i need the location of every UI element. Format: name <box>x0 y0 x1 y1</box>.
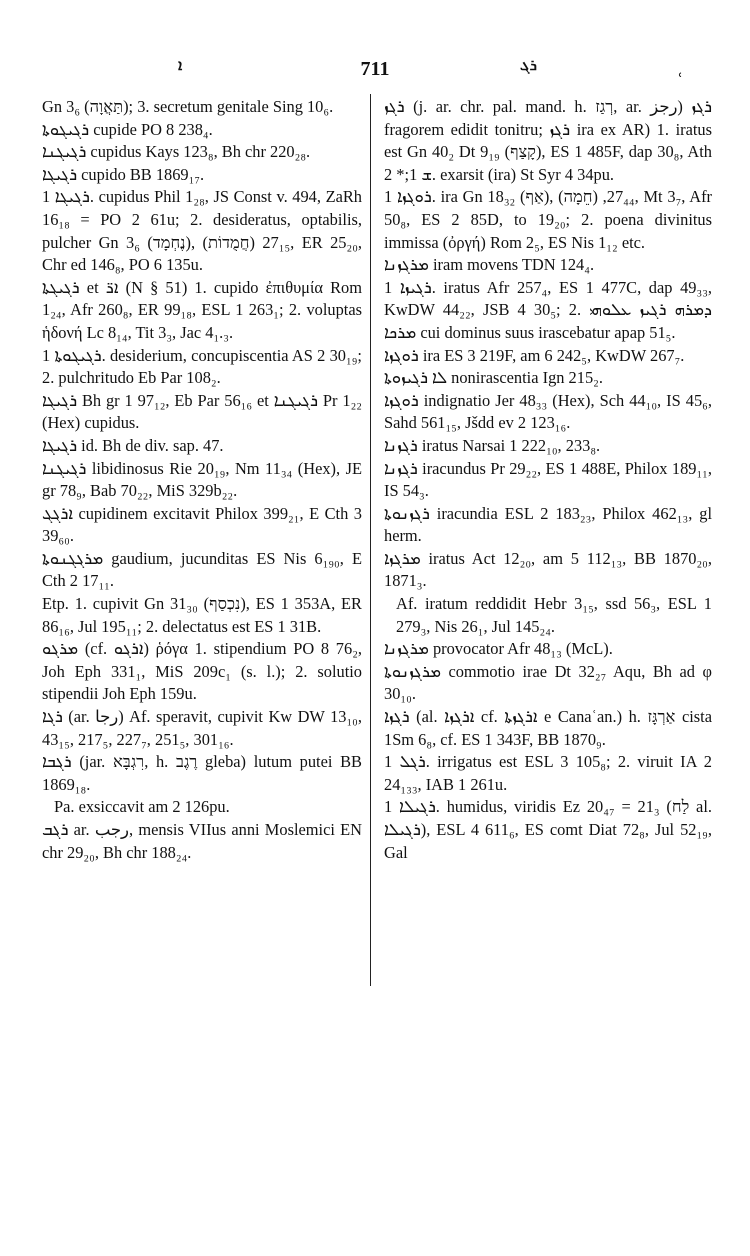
left-column <box>42 96 362 864</box>
dictionary-entry: ܡܪܓܓܢܘܬܐ gaudium, jucunditas ES Nis 6₁₉₀, E Cth 2 17₁₁. <box>42 548 362 591</box>
dictionary-entry: ܪܓܙܢܐ iracundus Pr 29₂₂, ES 1 488E, Philox 189₁₁, IS 54₃. <box>384 458 712 501</box>
dictionary-entry: Etp. 1. cupivit Gn 31₃₀ (נִכְסַף), ES 1 353A, ER 86₁₆, Jul 195₁₁; 2. delectatus est ES 1 31B. <box>42 594 362 636</box>
running-head-right: ܪܓ <box>520 56 537 74</box>
dictionary-entry: ܪܓܝܓܐ id. Bh de div. sap. 47. <box>42 435 224 455</box>
dictionary-entry: ܪܓܝܓܐ 1. cupidus Phil 1₂₈, JS Const v. 494, ZaRh 16₁₈ = PO 2 61u; 2. desideratus, optabilis, pulcher Gn 3₆ (נֶחְמָד), 27₁₅ (חֲמֻדוֹת), ER 25₂₀, Chr ed 146₈, PO 6 135u. <box>42 187 363 275</box>
page-number: 711 <box>360 58 390 80</box>
dictionary-entry: ܪܓܝܓܐ Bh gr 1 97₁₂, Eb Par 56₁₆ et ܪܓܝܓܢܐ Pr 1₂₂ (Hex) cupidus. <box>42 390 362 433</box>
dictionary-entry: Pa. exsiccavit am 2 126pu. <box>54 797 230 817</box>
dictionary-entry: ܡܪܓܙܐ iratus Act 12₂₀, am 5 112₁₃, BB 1870₂₀, 1871₃. <box>384 548 712 591</box>
dictionary-entry: ܪܘܓܙܐ ira ES 3 219F, am 6 242₅, KwDW 267₇. <box>384 345 685 365</box>
dictionary-entry: ܪܘܓܙܐ 1. ira Gn 18₃₂ (אַף), 27₄₄, (חֵמָה), Mt 3₇, Afr 50₈, ES 2 85D, to 19₂₀; 2. poena divinitus immissa (ὀργή) Rom 2₅, ES Nis 1₁₂ etc. <box>384 187 712 252</box>
dictionary-entry: ܪܓܙܢܘܬܐ iracundia ESL 2 183₂₃, Philox 462₁₃, gl herm. <box>384 503 712 546</box>
dictionary-entry: Gn 3₆ (תַּאֲוָה); 3. secretum genitale Sing 10₆. <box>42 97 334 116</box>
dictionary-entry: ܪܓܙܐ (al. ܐܪܓܙܐ cf. ܐܪܓܙܬܐ e Canaʿan.) h. אַרְגָּז cista 1Sm 6₈, cf. ES 1 343F, BB 1870₉. <box>384 707 712 749</box>
dictionary-entry: ܡܪܓܙܢܘܬܐ commotio irae Dt 32₂₇ Aqu, Bh ad φ 30₁₀. <box>384 661 712 704</box>
dictionary-entry: Af. iratum reddidit Hebr 3₁₅, ssd 56₃, ESL 1 279₃, Nis 26₁, Jul 145₂₄. <box>396 594 712 636</box>
running-head-mark: ʿ <box>678 70 683 89</box>
dictionary-entry: ܪܓܙ (j. ar. chr. pal. mand. h. רְגַז, ar. رجز) ܪܓܙ fragorem edidit tonitru; ܪܓܙ ira ex AR) 1. iratus est Gn 40₂ Dt 9₁₉ (קָצַף), ES 1 485F, dap 30₈, Ath ܫ 1;* 2. exarsit (ira) St Syr 4 34pu. <box>384 97 712 184</box>
dictionary-entry: ܪܘܓܙܐ indignatio Jer 48₃₃ (Hex), Sch 44₁₀, IS 45₆, Sahd 561₁₅, Jšdd ev 2 123₁₆. <box>384 390 712 433</box>
dictionary-entry: ܪܓܝܓܘܬܐ 1. desiderium, concupiscentia AS 2 30₁₉; 2. pulchritudo Eb Par 108₂. <box>42 345 362 388</box>
dictionary-entry: ܠܐ ܪܓܝܙܘܬܐ nonirascentia Ign 215₂. <box>384 368 603 388</box>
dictionary-entry: ܪܓܝܓܘܬܐ cupide PO 8 238₄. <box>42 119 213 139</box>
dictionary-entry: ܪܓܒܐ (jar. רִגְבָּא, h. רֶגֶב gleba) lutum putei BB 1869₁₈. <box>42 752 362 794</box>
right-column <box>384 96 712 864</box>
dictionary-entry: ܡܪܓܙܢܐ provocator Afr 48₁₃ (McL). <box>384 639 613 659</box>
dictionary-entry: ܪܓܐ (ar. رجا) Af. speravit, cupivit Kw DW 13₁₀, 43₁₅, 217₅, 227₇, 251₅, 301₁₆. <box>42 707 362 749</box>
dictionary-entry: ܪܓܝܓܢܐ libidinosus Rie 20₁₉, Nm 11₃₄ (Hex), JE gr 78₉, Bab 70₂₂, MiS 329b₂₂. <box>42 458 362 501</box>
dictionary-entry: ܪܓܒ ar. رجب, mensis VIIus anni Moslemici EN chr 29₂₀, Bh chr 188₂₄. <box>42 820 363 862</box>
dictionary-entry: ܡܪܓܙܢܐ iram movens TDN 124₄. <box>384 255 595 275</box>
dictionary-entry: ܪܓܝܠܐ 1. humidus, viridis Ez 20₄₇ = 21₃ (לַח al. ܪܓܝܠܐ), ESL 4 611₆, ES comt Diat 72₈, Jul 52₁₉, Gal <box>384 797 712 862</box>
dictionary-entry: ܪܓܙܢܐ iratus Narsai 1 222₁₀, 233₈. <box>384 435 601 455</box>
running-head-left: ܐ <box>178 56 183 74</box>
dictionary-entry: ܪܓܝܓܢܐ cupidus Kays 123₈, Bh chr 220₂₈. <box>42 142 311 162</box>
dictionary-entry: ܡܪܓܘ (cf. ܐܪܓܘ) ῥόγα 1. stipendium PO 8 76₂, Joh Eph 331₁, MiS 209c₁ (s. l.); 2. solutio stipendii Joh Eph 159u. <box>42 639 362 704</box>
dictionary-entry: ܐܪܓܓ cupidinem excitavit Philox 399₂₁, E Cth 3 39₆₀. <box>42 503 362 546</box>
column-divider <box>370 94 371 986</box>
dictionary-entry: ܪܓܝܓܬܐ et ܐܪ̈ (N § 51) 1. cupido ἐπιθυμία Rom 1₂₄, Afr 260₈, ER 99₁₈, ESL 1 263₁; 2. voluptas ἡδονή Lc 8₁₄, Tit 3₃, Jac 4₁.₃. <box>42 277 362 342</box>
page-header <box>0 48 750 88</box>
dictionary-entry: ܪܓܝܓܐ cupido BB 1869₁₇. <box>42 164 205 184</box>
dictionary-entry: ܪܓܝܙܐ 1. iratus Afr 257₄, ES 1 477C, dap 49₃₃, KwDW 44₂₂, JSB 4 30₅; 2. ܕܡܪܗ ܪܓܝܙ ܥܠܘܗܝ ܡܪܟܐ cui dominus suus irascebatur apap 51₅. <box>384 277 713 342</box>
dictionary-entry: ܪܓܠ 1. irrigatus est ESL 3 105₈; 2. viruit IA 2 24₁₃₃, IAB 1 261u. <box>384 752 713 794</box>
